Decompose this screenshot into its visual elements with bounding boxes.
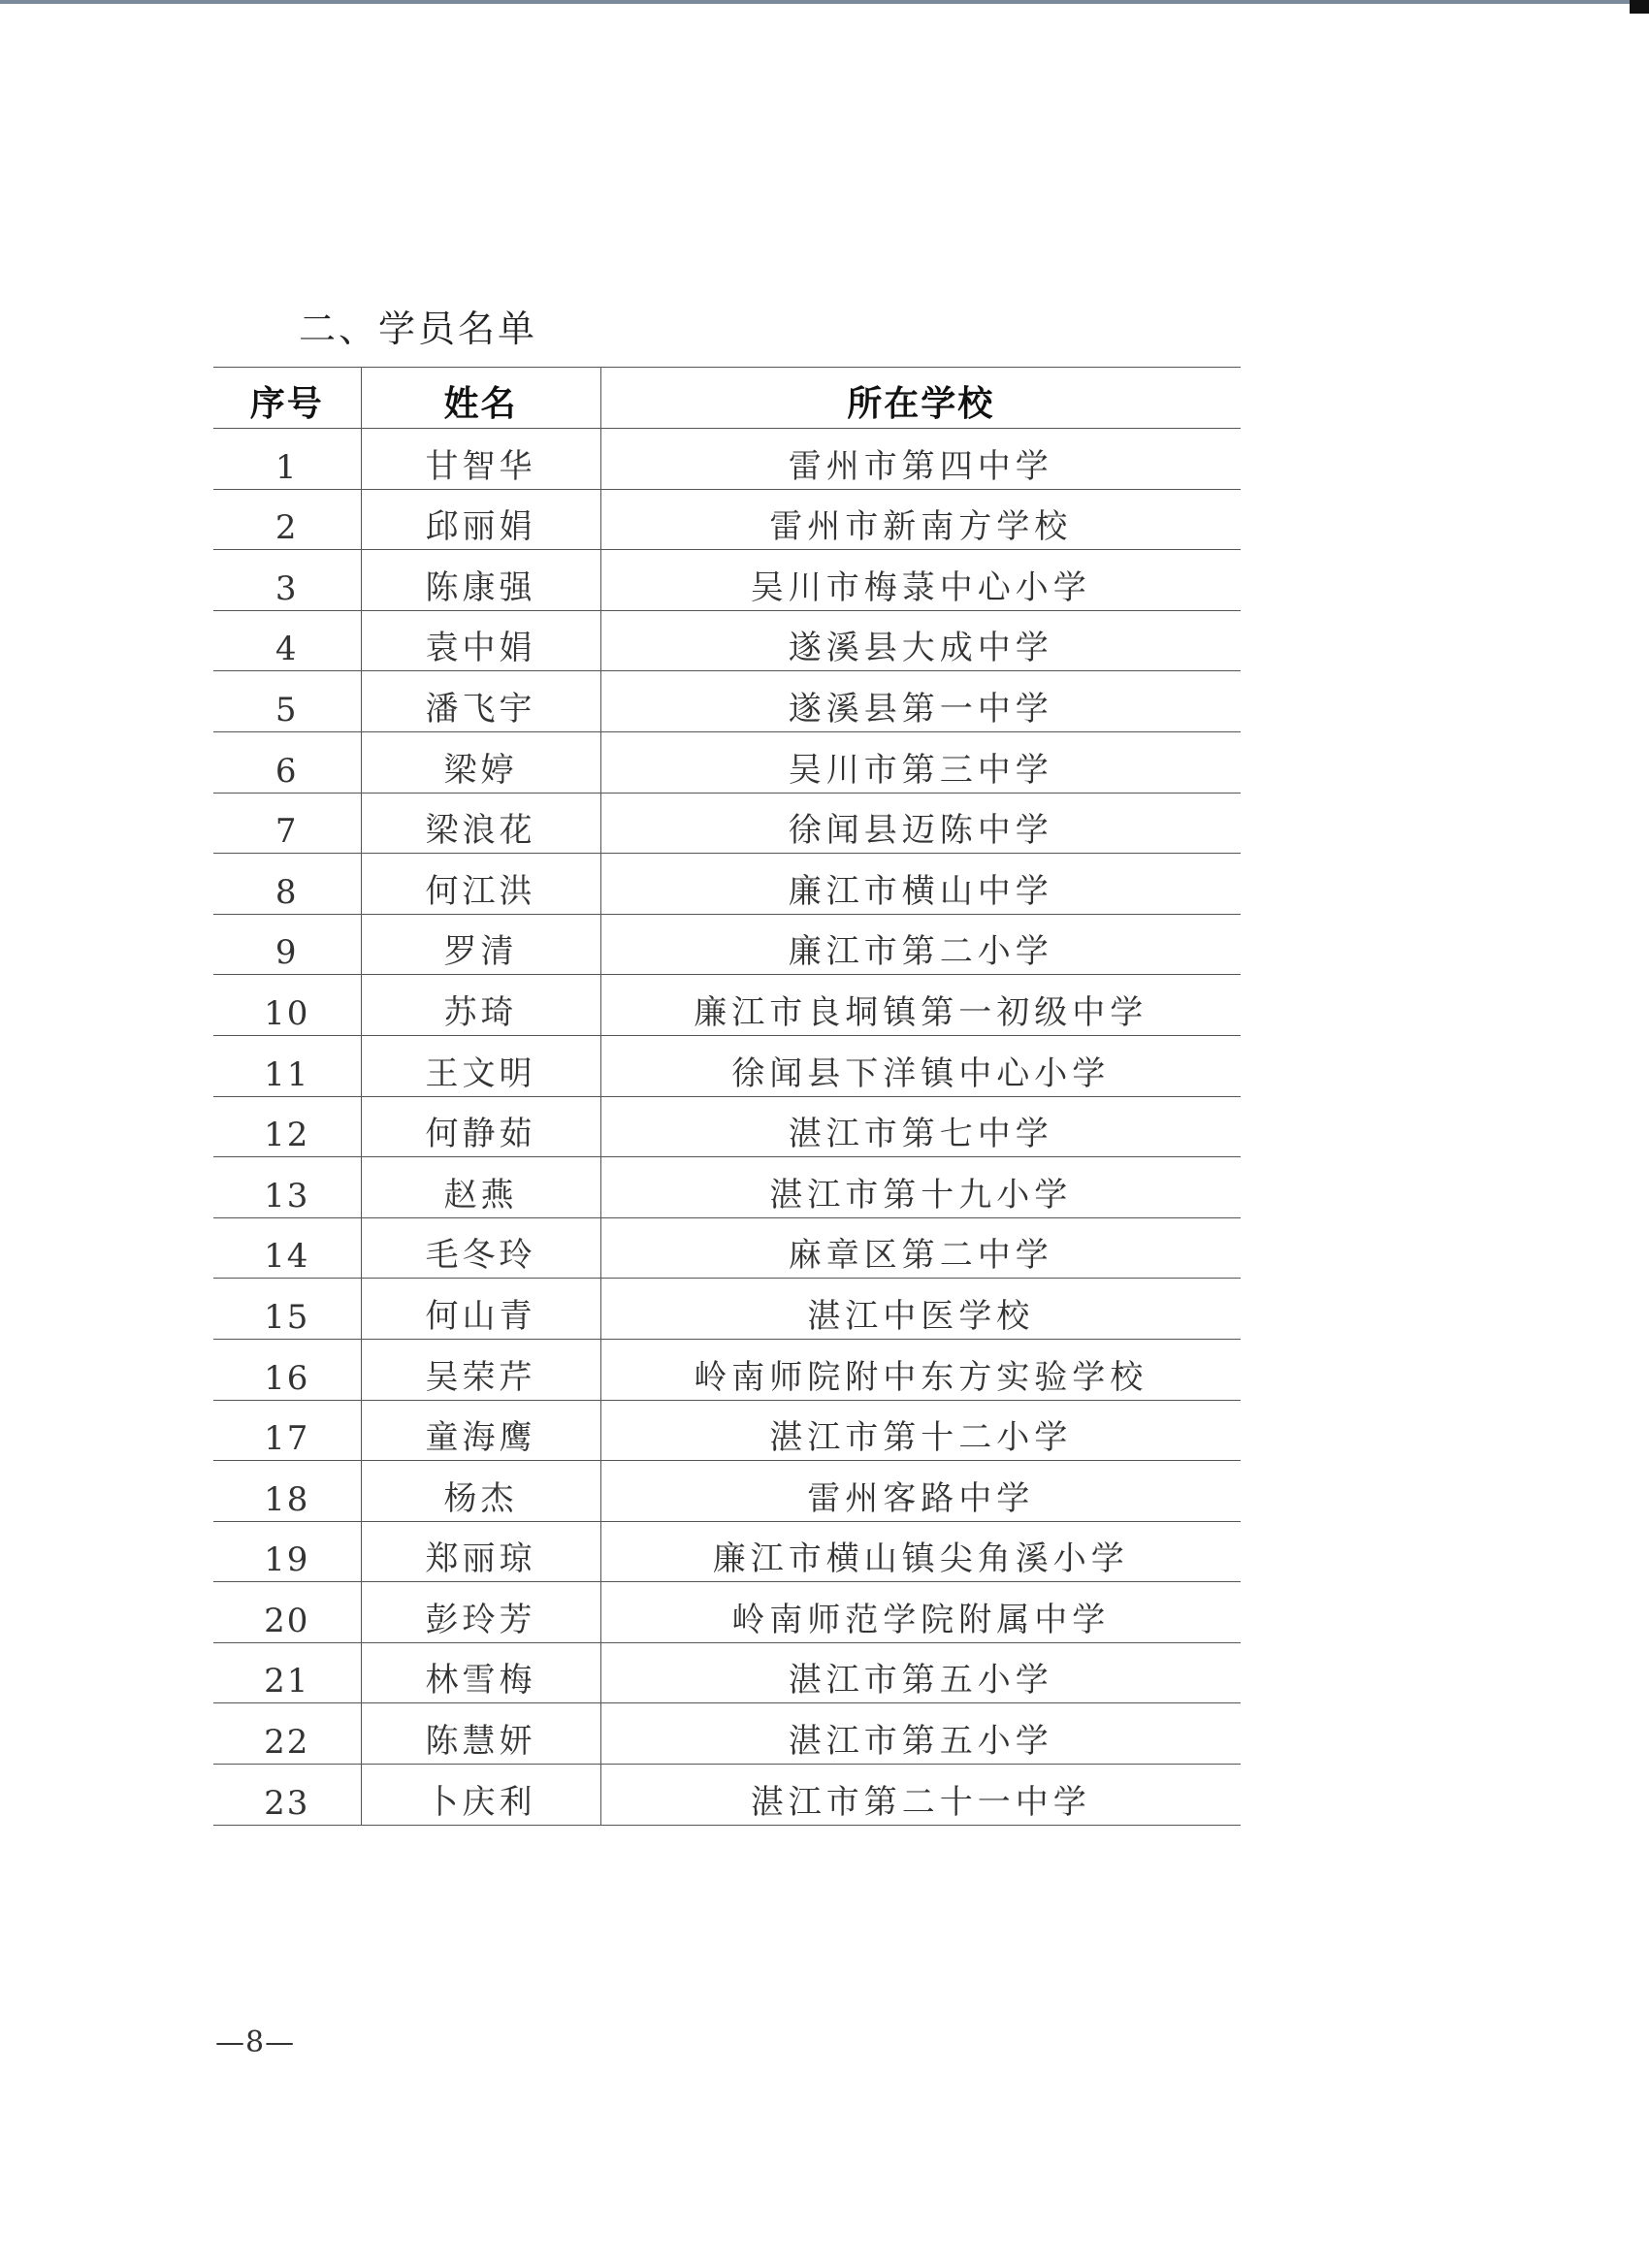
row-school-name: 廉江市第二小学 (600, 914, 1241, 975)
row-student-name: 陈慧妍 (361, 1703, 600, 1765)
table-header-row (213, 368, 1241, 429)
row-school-name: 湛江市第十二小学 (600, 1400, 1241, 1461)
row-student-name: 童海鹰 (361, 1400, 600, 1461)
row-school-name: 湛江中医学校 (600, 1279, 1241, 1340)
row-serial-number: 1 (213, 429, 361, 490)
scan-edge-line (0, 0, 1649, 4)
table-row (213, 610, 1241, 671)
row-serial-number: 9 (213, 914, 361, 975)
row-serial-number: 13 (213, 1157, 361, 1218)
row-serial-number: 17 (213, 1400, 361, 1461)
table-row (213, 1521, 1241, 1582)
row-school-name: 湛江市第十九小学 (600, 1157, 1241, 1218)
table-row (213, 914, 1241, 975)
table-row (213, 1765, 1241, 1826)
row-student-name: 何静茹 (361, 1096, 600, 1157)
row-serial-number: 6 (213, 731, 361, 793)
table-row (213, 1279, 1241, 1340)
page-number: —8— (215, 2025, 296, 2059)
row-student-name: 邱丽娟 (361, 489, 600, 550)
row-serial-number: 14 (213, 1217, 361, 1279)
header-name: 姓名 (361, 368, 600, 429)
row-school-name: 廉江市横山镇尖角溪小学 (600, 1521, 1241, 1582)
row-student-name: 吴荣芹 (361, 1339, 600, 1400)
header-school: 所在学校 (600, 368, 1241, 429)
row-student-name: 毛冬玲 (361, 1217, 600, 1279)
row-school-name: 湛江市第五小学 (600, 1703, 1241, 1765)
row-school-name: 湛江市第七中学 (600, 1096, 1241, 1157)
row-serial-number: 2 (213, 489, 361, 550)
table-row (213, 671, 1241, 732)
table-row (213, 1400, 1241, 1461)
row-serial-number: 18 (213, 1461, 361, 1522)
table-row (213, 550, 1241, 611)
row-school-name: 雷州客路中学 (600, 1461, 1241, 1522)
scan-corner-mark (1630, 0, 1649, 14)
row-student-name: 何山青 (361, 1279, 600, 1340)
table-row (213, 1096, 1241, 1157)
row-student-name: 梁浪花 (361, 793, 600, 854)
row-student-name: 梁婷 (361, 731, 600, 793)
row-serial-number: 22 (213, 1703, 361, 1765)
table-row (213, 1217, 1241, 1279)
row-serial-number: 19 (213, 1521, 361, 1582)
section-title: 二、学员名单 (299, 308, 538, 350)
table-row (213, 489, 1241, 550)
row-school-name: 廉江市良垌镇第一初级中学 (600, 975, 1241, 1036)
row-serial-number: 3 (213, 550, 361, 611)
row-school-name: 麻章区第二中学 (600, 1217, 1241, 1279)
row-serial-number: 10 (213, 975, 361, 1036)
row-school-name: 徐闻县迈陈中学 (600, 793, 1241, 854)
row-student-name: 赵燕 (361, 1157, 600, 1218)
row-serial-number: 5 (213, 671, 361, 732)
table-body (213, 429, 1241, 1826)
row-student-name: 何江洪 (361, 854, 600, 915)
row-student-name: 苏琦 (361, 975, 600, 1036)
row-student-name: 彭玲芳 (361, 1582, 600, 1643)
row-serial-number: 23 (213, 1765, 361, 1826)
table-row (213, 1339, 1241, 1400)
row-serial-number: 20 (213, 1582, 361, 1643)
row-serial-number: 4 (213, 610, 361, 671)
row-serial-number: 8 (213, 854, 361, 915)
row-serial-number: 11 (213, 1035, 361, 1096)
row-student-name: 潘飞宇 (361, 671, 600, 732)
row-student-name: 杨杰 (361, 1461, 600, 1522)
table-row (213, 1035, 1241, 1096)
row-school-name: 岭南师院附中东方实验学校 (600, 1339, 1241, 1400)
student-roster-table (213, 367, 1241, 1826)
row-school-name: 岭南师范学院附属中学 (600, 1582, 1241, 1643)
row-school-name: 湛江市第二十一中学 (600, 1765, 1241, 1826)
row-school-name: 湛江市第五小学 (600, 1642, 1241, 1703)
row-school-name: 雷州市新南方学校 (600, 489, 1241, 550)
row-student-name: 卜庆利 (361, 1765, 600, 1826)
row-serial-number: 16 (213, 1339, 361, 1400)
row-school-name: 吴川市梅菉中心小学 (600, 550, 1241, 611)
table-row (213, 1461, 1241, 1522)
row-serial-number: 15 (213, 1279, 361, 1340)
row-student-name: 林雪梅 (361, 1642, 600, 1703)
row-student-name: 郑丽琼 (361, 1521, 600, 1582)
row-school-name: 雷州市第四中学 (600, 429, 1241, 490)
header-serial-number: 序号 (213, 368, 361, 429)
row-serial-number: 21 (213, 1642, 361, 1703)
row-student-name: 王文明 (361, 1035, 600, 1096)
row-school-name: 遂溪县大成中学 (600, 610, 1241, 671)
table-row (213, 429, 1241, 490)
row-school-name: 徐闻县下洋镇中心小学 (600, 1035, 1241, 1096)
row-student-name: 甘智华 (361, 429, 600, 490)
row-student-name: 陈康强 (361, 550, 600, 611)
row-student-name: 袁中娟 (361, 610, 600, 671)
row-student-name: 罗清 (361, 914, 600, 975)
table-row (213, 1157, 1241, 1218)
table-row (213, 1703, 1241, 1765)
table-row (213, 975, 1241, 1036)
row-school-name: 遂溪县第一中学 (600, 671, 1241, 732)
table-row (213, 854, 1241, 915)
row-school-name: 廉江市横山中学 (600, 854, 1241, 915)
table-row (213, 1642, 1241, 1703)
row-school-name: 吴川市第三中学 (600, 731, 1241, 793)
table-row (213, 1582, 1241, 1643)
row-serial-number: 12 (213, 1096, 361, 1157)
table-row (213, 793, 1241, 854)
table-row (213, 731, 1241, 793)
row-serial-number: 7 (213, 793, 361, 854)
